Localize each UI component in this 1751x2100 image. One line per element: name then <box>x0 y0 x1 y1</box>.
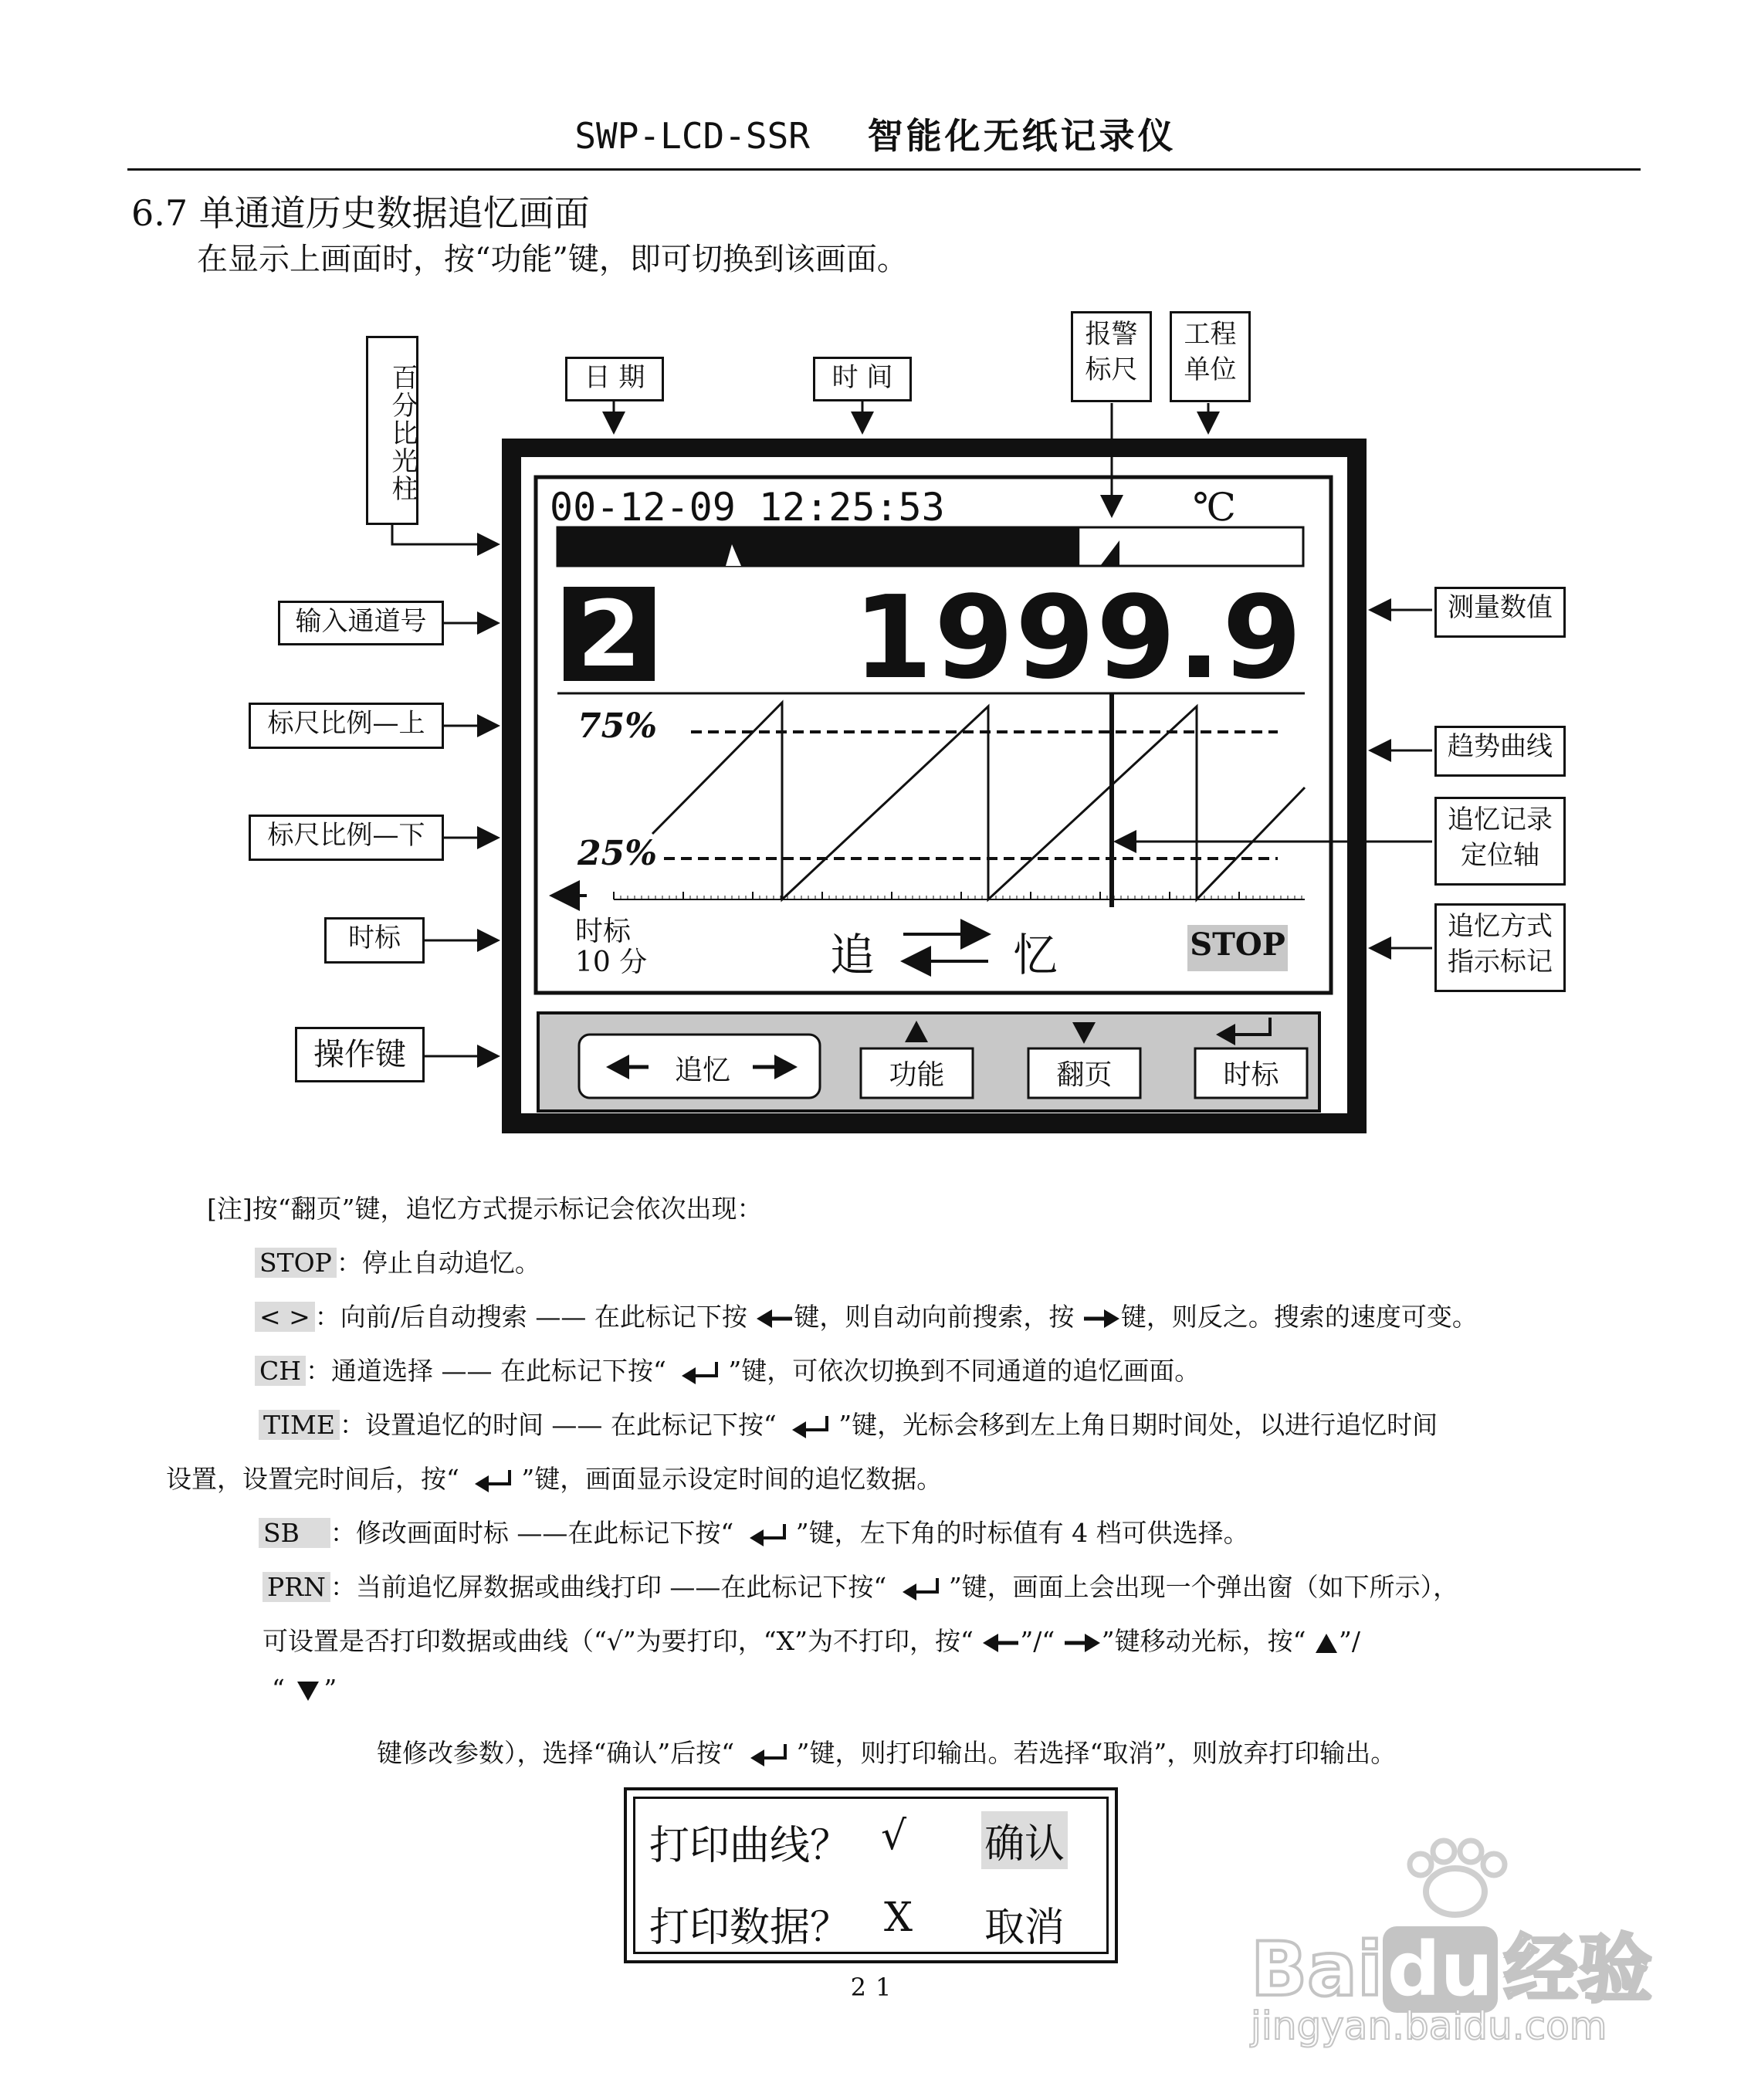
key-timebase[interactable]: 时标 <box>1223 1059 1279 1091</box>
note-lr: < > ：向前/后自动搜索 —— 在此标记下按 键，则自动向前搜索，按 键，则反之。搜索的速度可变。 <box>255 1297 1478 1333</box>
note-ch: CH ：通道选择 —— 在此标记下按“ ”键，可依次切换到不同通道的追忆画面。 <box>255 1351 1200 1388</box>
key-recall[interactable]: 追忆 <box>674 1055 730 1086</box>
down-triangle-icon <box>293 1679 323 1702</box>
page-number: 21 <box>850 1973 901 2002</box>
watermark-cn: 经验 <box>1503 1926 1652 2013</box>
lcd-scale-upper: 75% <box>577 706 658 746</box>
popup-confirm-button[interactable]: 确认 <box>981 1811 1068 1869</box>
callout-percent-bar: 百分比光柱 <box>366 336 418 525</box>
right-arrow-icon <box>1063 1631 1102 1655</box>
tag-stop: STOP <box>255 1248 337 1278</box>
enter-key-icon <box>784 1411 838 1442</box>
document-title: 智能化无纸记录仪 <box>867 115 1177 157</box>
lcd-scale-lower: 25% <box>577 834 658 873</box>
model-name: SWP-LCD-SSR <box>574 115 810 157</box>
popup-print-data-label: 打印数据？ <box>649 1905 851 1951</box>
enter-key-icon <box>742 1519 796 1550</box>
tag-prn: PRN <box>262 1572 330 1602</box>
callout-scale-upper: 标尺比例—上 <box>249 703 444 749</box>
popup-print-curve-label: 打印曲线？ <box>649 1823 851 1869</box>
key-page[interactable]: 翻页 <box>1056 1059 1113 1091</box>
callout-keys: 操作键 <box>295 1027 425 1082</box>
lcd-channel: 2 <box>577 581 642 687</box>
tag-ch: CH <box>255 1356 306 1386</box>
print-popup <box>624 1787 1118 1963</box>
enter-key-icon <box>467 1465 521 1496</box>
enter-key-icon <box>743 1739 797 1770</box>
up-triangle-icon <box>1314 1631 1339 1655</box>
popup-print-curve-value[interactable]: √ <box>881 1813 907 1859</box>
lcd-timebase-value: 10 分 <box>575 947 648 978</box>
note-time: TIME ：设置追忆的时间 —— 在此标记下按“ ”键，光标会移到左上角日期时间处，以进行追忆时间 <box>259 1405 1438 1442</box>
callout-timebase: 时标 <box>324 917 425 964</box>
popup-cancel-button[interactable]: 取消 <box>984 1905 1065 1951</box>
lcd-recall-right: 忆 <box>1013 929 1058 981</box>
section-title: 6.7 单通道历史数据追忆画面 <box>131 192 590 234</box>
callout-measured: 测量数值 <box>1434 587 1566 638</box>
callout-mode-mark: 追忆方式指示标记 <box>1434 903 1566 992</box>
note-prn-cont: 可设置是否打印数据或曲线（“√”为要打印，“X”为不打印，按“ ”/“ ”键移动光标，按“ ”/ <box>262 1626 1360 1656</box>
watermark-url: jingyan.baidu.com <box>1251 2003 1607 2048</box>
paw-icon <box>1382 1838 1521 1922</box>
key-func[interactable]: 功能 <box>889 1059 945 1091</box>
section-intro: 在显示上画面时，按“功能”键，即可切换到该画面。 <box>197 242 908 277</box>
note-prn-end: 键修改参数），选择“确认”后按“ ”键，则打印输出。若选择“取消”，则放弃打印输出。 <box>377 1733 1396 1770</box>
lcd-mode: STOP <box>1190 926 1285 963</box>
tag-sb: SB <box>259 1518 330 1548</box>
callout-scale-lower: 标尺比例—下 <box>249 815 444 861</box>
note-time-cont: 设置，设置完时间后，按“ ”键，画面显示设定时间的追忆数据。 <box>166 1459 942 1496</box>
callout-unit: 工程单位 <box>1170 311 1251 402</box>
left-arrow-icon <box>981 1631 1020 1655</box>
left-arrow-icon <box>755 1307 794 1330</box>
lcd-value: 1999.9 <box>853 571 1304 704</box>
note-intro: [注]按“翻页”键，追忆方式提示标记会依次出现： <box>207 1194 763 1224</box>
note-prn-down: “ ” <box>272 1674 337 1704</box>
watermark-brand: Bai <box>1251 1926 1383 2013</box>
note-sb: SB ：修改画面时标 ——在此标记下按“ ”键，左下角的时标值有 4 档可供选择。 <box>259 1513 1249 1550</box>
tag-lr: < > <box>255 1302 315 1332</box>
tag-time: TIME <box>259 1410 340 1440</box>
popup-print-data-value[interactable]: X <box>884 1895 913 1941</box>
callout-time: 时 间 <box>813 357 912 401</box>
right-arrow-icon <box>1082 1307 1121 1330</box>
callout-trend: 趋势曲线 <box>1434 726 1566 777</box>
lcd-unit: ℃ <box>1193 485 1236 530</box>
callout-channel: 输入通道号 <box>278 601 444 645</box>
callout-date: 日 期 <box>565 357 664 401</box>
note-stop: STOP ：停止自动追忆。 <box>255 1243 540 1279</box>
enter-key-icon <box>674 1357 728 1388</box>
enter-key-icon <box>895 1573 949 1604</box>
percent-bar-fill <box>557 527 1079 566</box>
lcd-recall-left: 追 <box>830 929 876 981</box>
callout-alarm-scale: 报警标尺 <box>1071 311 1152 402</box>
note-prn: PRN ：当前追忆屏数据或曲线打印 ——在此标记下按“ ”键，画面上会出现一个弹出窗（如下所示）， <box>262 1567 1458 1604</box>
watermark-brand2: du <box>1383 1926 1498 2013</box>
callout-recall-axis: 追忆记录定位轴 <box>1434 797 1566 886</box>
lcd-datetime: 00-12-09 12:25:53 <box>550 485 945 530</box>
lcd-timebase-label: 时标 <box>575 916 632 947</box>
